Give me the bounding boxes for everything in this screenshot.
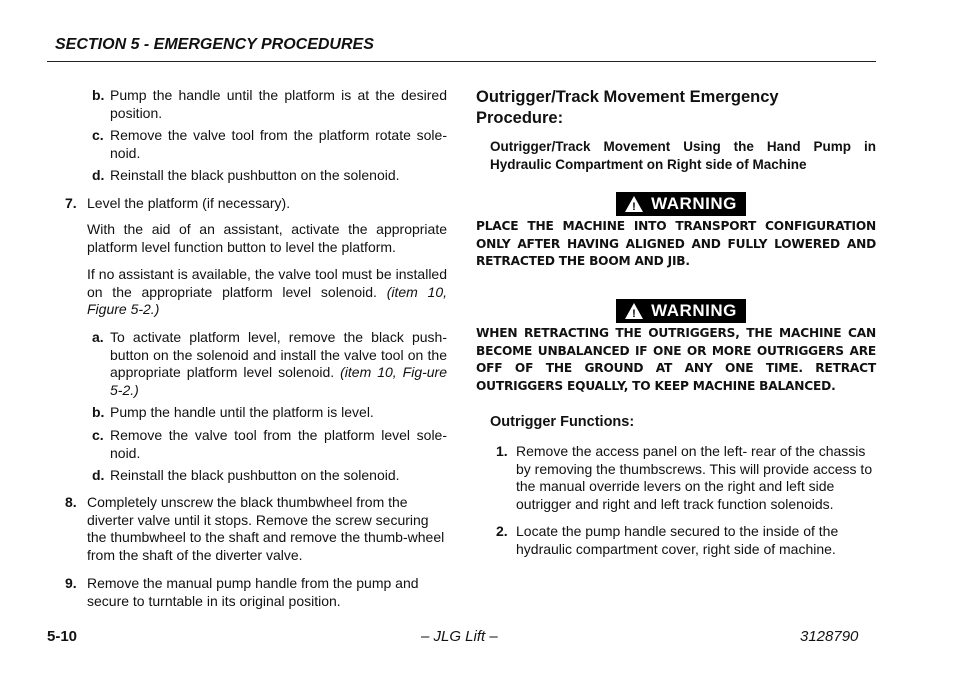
warning-text-1: PLACE THE MACHINE INTO TRANSPORT CONFIGURATION ONLY AFTER HAVING ALIGNED AND FULLY LOWERED AND RETRACTED THE BOOM AND JIB. xyxy=(476,219,876,268)
step7-para1: With the aid of an assistant, activate the appropriate platform level function button to level the platform. xyxy=(87,221,447,255)
item1-label: 1. xyxy=(496,443,508,459)
step6b-text: Pump the handle until the platform is at the desired position. xyxy=(110,87,447,121)
step8-text: Completely unscrew the black thumbwheel from the diverter valve until it stops. Remove the screw securing the thumbwheel to the shaft and remove the thumb-wheel from the shaft of the diverter valve. xyxy=(87,494,445,563)
step7c-label: c. xyxy=(92,427,104,443)
warning-label-1: WARNING xyxy=(651,194,737,214)
item2-label: 2. xyxy=(496,523,508,539)
step7-label: 7. xyxy=(65,195,77,211)
step7c-text: Remove the valve tool from the platform level sole-noid. xyxy=(110,427,447,461)
outrigger-functions-heading: Outrigger Functions: xyxy=(490,414,635,430)
step7-para2-ref: (item 10, Figure 5-2.) xyxy=(87,283,448,317)
header-rule xyxy=(47,61,876,62)
step6c-label: c. xyxy=(92,127,104,143)
step7-para2 xyxy=(87,266,447,319)
step7-title: Level the platform (if necessary). xyxy=(87,195,291,211)
warning-badge-2 xyxy=(616,299,746,323)
procedure-subheading: Outrigger/Track Movement Using the Hand Pump in Hydraulic Compartment on Right side of Machine xyxy=(490,139,876,172)
item1-text: Remove the access panel on the left- rear of the chassis by removing the thumbscrews. This will provide access to the manual override levers on the right and left side outrigger and right and left track function solenoids. xyxy=(516,443,873,512)
step7a-ref: (item 10, Fig-ure 5-2.) xyxy=(110,364,448,398)
footer-center: – JLG Lift – xyxy=(421,628,498,645)
item2-text: Locate the pump handle secured to the inside of the hydraulic compartment cover, right side of machine. xyxy=(516,523,839,557)
warning-text-2: WHEN RETRACTING THE OUTRIGGERS, THE MACHINE CAN BECOME UNBALANCED IF ONE OR MORE OUTRIGGERS ARE OFF OF THE GROUND AT ANY ONE TIME. RETRACT OUTRIGGERS EQUALLY, TO KEEP MACHINE BALANCED. xyxy=(476,326,876,393)
step9-text: Remove the manual pump handle from the pump and secure to turntable in its original position. xyxy=(87,575,419,609)
step7d-label: d. xyxy=(92,467,105,483)
step7d-text: Reinstall the black pushbutton on the solenoid. xyxy=(110,467,400,483)
step6b-label: b. xyxy=(92,87,105,103)
step7a-body: To activate platform level, remove the black push-button on the solenoid and install the valve tool on the appropriate platform level solenoid. xyxy=(110,329,447,380)
page-number: 5-10 xyxy=(47,628,78,645)
section-header: SECTION 5 - EMERGENCY PROCEDURES xyxy=(55,36,374,53)
warning-badge-1 xyxy=(616,192,746,216)
step6d-label: d. xyxy=(92,167,105,183)
step6d-text: Reinstall the black pushbutton on the solenoid. xyxy=(110,167,400,183)
warning-triangle-icon: ! xyxy=(625,303,643,319)
doc-number: 3128790 xyxy=(800,628,859,645)
step7b-label: b. xyxy=(92,404,105,420)
step6c-text: Remove the valve tool from the platform rotate sole-noid. xyxy=(110,127,447,161)
step7-para2-text: If no assistant is available, the valve tool must be installed on the appropriate platform level solenoid. xyxy=(87,266,447,300)
step7a-label: a. xyxy=(92,329,104,345)
step8-label: 8. xyxy=(65,494,77,510)
warning-triangle-icon: ! xyxy=(625,196,643,212)
step7b-text: Pump the handle until the platform is level. xyxy=(110,404,374,420)
step9-label: 9. xyxy=(65,575,77,591)
warning-label-2: WARNING xyxy=(651,301,737,321)
step7a-text xyxy=(110,329,447,399)
procedure-heading: Outrigger/Track Movement Emergency Procedure: xyxy=(476,88,779,127)
